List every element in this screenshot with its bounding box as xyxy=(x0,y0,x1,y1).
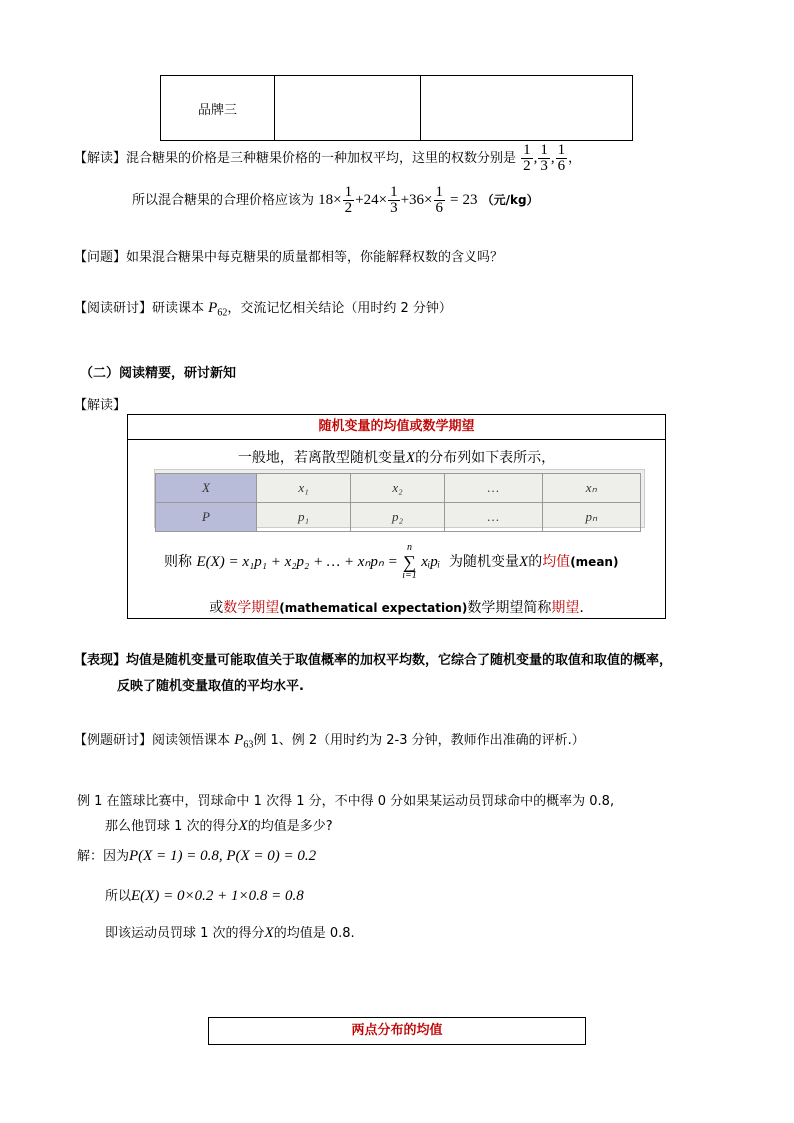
section-tag: 【例题研讨】 xyxy=(74,733,153,748)
distribution-table xyxy=(155,473,641,532)
brand-cell xyxy=(421,76,633,141)
solution-line2 xyxy=(105,885,304,905)
line3-text: 或 xyxy=(209,600,224,616)
performance-line2: 反映了随机变量取值的平均水平. xyxy=(117,679,304,694)
weight-fraction xyxy=(538,143,550,174)
section-tag: 【解读】 xyxy=(74,398,127,413)
sum-term: xᵢpᵢ xyxy=(421,554,441,570)
distribution-table-wrap xyxy=(154,469,645,528)
equals-sign: = xyxy=(450,192,459,208)
price-c: 36 xyxy=(409,192,425,208)
result: 23 xyxy=(462,192,478,208)
solution-text: 所以 xyxy=(105,889,132,904)
solution-tag: 解：因为 xyxy=(77,849,130,864)
dist-cell: … xyxy=(445,503,543,532)
page-symbol: P xyxy=(234,732,244,748)
price-a: 18 xyxy=(318,192,334,208)
numerator: 1 xyxy=(390,184,398,200)
numerator: 1 xyxy=(435,184,443,200)
example1-line1: 例 1 在篮球比赛中，罚球命中 1 次得 1 分，不中得 0 分如果某运动员罚球命中的概率为 0.8, xyxy=(77,794,615,809)
solution-conclusion xyxy=(105,922,355,942)
conclusion-text: 的均值是 0.8. xyxy=(273,926,355,941)
numerator: 1 xyxy=(557,142,566,158)
dist-cell: x₂ xyxy=(351,474,445,503)
example1-text: 那么他罚球 1 次的得分 xyxy=(105,819,239,834)
reading-text: 研读课本 xyxy=(152,301,205,316)
times-sign: × xyxy=(424,192,433,208)
end-punct: ， xyxy=(568,151,582,166)
dist-header-x: X xyxy=(156,474,257,503)
performance-text: 均值是随机变量可能取值关于取值概率的加权平均数，它综合了随机变量的取值和取值的概率， xyxy=(126,653,673,668)
sum-operator xyxy=(402,543,417,581)
brand-cell xyxy=(275,76,421,141)
times-sign: × xyxy=(378,192,388,208)
dist-cell: … xyxy=(445,474,543,503)
weight-fraction xyxy=(388,185,400,216)
section-tag: 【问题】 xyxy=(74,250,127,265)
denominator: 2 xyxy=(523,158,531,174)
weight-fraction xyxy=(521,143,533,174)
interpret1-line1 xyxy=(74,143,581,174)
comma: , xyxy=(550,150,555,166)
section-title: （二）阅读精要，研讨新知 xyxy=(80,366,237,381)
dist-cell: p₁ xyxy=(257,503,351,532)
definition-title: 随机变量的均值或数学期望 xyxy=(128,415,665,440)
numerator: 1 xyxy=(540,142,548,158)
expectation-short-term: 期望 xyxy=(551,600,580,616)
price-b: 24 xyxy=(363,192,379,208)
brand-row-label: 品牌三 xyxy=(161,76,275,141)
solution-line1 xyxy=(77,845,316,865)
plus-sign: + xyxy=(400,192,410,208)
page-symbol: P xyxy=(208,300,218,316)
example1-line2 xyxy=(105,815,333,835)
denominator: 6 xyxy=(557,158,566,174)
formula-pre: 则称 xyxy=(164,554,192,570)
interpret1-text: 混合糖果的价格是三种糖果价格的一种加权平均，这里的权数分别是 xyxy=(126,151,517,166)
question-text: 如果混合糖果中每克糖果的质量都相等，你能解释权数的含义吗？ xyxy=(126,250,504,265)
dist-header-p: P xyxy=(156,503,257,532)
solution-math: P(X = 1) = 0.8, P(X = 0) = 0.2 xyxy=(129,848,317,864)
dist-cell: x₁ xyxy=(257,474,351,503)
comma: , xyxy=(533,150,538,166)
conclusion-text: 即该运动员罚球 1 次的得分 xyxy=(105,926,265,941)
numerator: 1 xyxy=(344,184,353,200)
section-tag: 【阅读研讨】 xyxy=(74,301,153,316)
denominator: 3 xyxy=(540,158,548,174)
two-point-box-title: 两点分布的均值 xyxy=(208,1017,586,1045)
interpret1-line2 xyxy=(132,185,539,216)
variable-x: X xyxy=(405,450,416,466)
solution-math: E(X) = 0×0.2 + 1×0.8 = 0.8 xyxy=(131,888,304,904)
definition-box xyxy=(127,414,666,619)
formula-post: 为随机变量 xyxy=(449,554,520,570)
section-tag: 【表现】 xyxy=(74,653,127,668)
example-study-line xyxy=(74,729,585,751)
mean-english: (mean) xyxy=(570,555,619,569)
performance-line1 xyxy=(74,649,672,668)
example-study-text: 例 1、例 2（用时约为 2-3 分钟，教师作出准确的评析.） xyxy=(253,733,585,748)
expectation-formula xyxy=(164,543,618,581)
weight-fraction xyxy=(343,185,355,216)
dist-cell: xₙ xyxy=(542,474,640,503)
formula-post: 的 xyxy=(528,554,543,570)
reading-line xyxy=(74,297,452,319)
times-sign: × xyxy=(333,192,342,208)
weight-fraction xyxy=(434,185,446,216)
expectation-line3 xyxy=(128,597,665,617)
variable-x: X xyxy=(519,554,529,570)
variable-x: X xyxy=(238,818,248,834)
plus-sign: + xyxy=(355,192,364,208)
page-number: 62 xyxy=(217,307,228,319)
definition-intro xyxy=(128,447,665,467)
reading-text: ，交流记忆相关结论（用时约 2 分钟） xyxy=(227,301,452,316)
unit: （元/kg） xyxy=(481,193,539,207)
formula-main: E(X) = x₁p₁ + x₂p₂ + … + xₙpₙ = xyxy=(196,554,398,570)
expectation-english: (mathematical expectation) xyxy=(279,601,468,615)
line3-text: 数学期望简称 xyxy=(467,600,552,616)
denominator: 2 xyxy=(344,200,353,216)
denominator: 6 xyxy=(435,200,443,216)
dist-cell: pₙ xyxy=(542,503,640,532)
example-study-text: 阅读领悟课本 xyxy=(152,733,231,748)
expectation-term: 数学期望 xyxy=(223,600,280,616)
mean-term: 均值 xyxy=(542,554,571,570)
denominator: 3 xyxy=(390,200,398,216)
dist-cell: p₂ xyxy=(351,503,445,532)
sum-symbol: ∑ xyxy=(403,552,416,572)
line3-end: . xyxy=(579,600,584,616)
variable-x: X xyxy=(264,925,274,941)
question-line xyxy=(74,246,503,265)
intro-text: 的分布列如下表所示， xyxy=(415,450,556,466)
example1-text: 的均值是多少? xyxy=(247,819,333,834)
brand-table xyxy=(160,75,633,141)
sum-upper: n xyxy=(406,542,412,553)
weight-fraction xyxy=(556,143,568,174)
numerator: 1 xyxy=(523,142,531,158)
page-number: 63 xyxy=(243,739,254,751)
interpret1-line2-text: 所以混合糖果的合理价格应该为 xyxy=(132,193,315,208)
intro-text: 一般地，若离散型随机变量 xyxy=(237,450,406,466)
section-tag: 【解读】 xyxy=(74,151,127,166)
sum-lower: i=1 xyxy=(402,570,417,581)
